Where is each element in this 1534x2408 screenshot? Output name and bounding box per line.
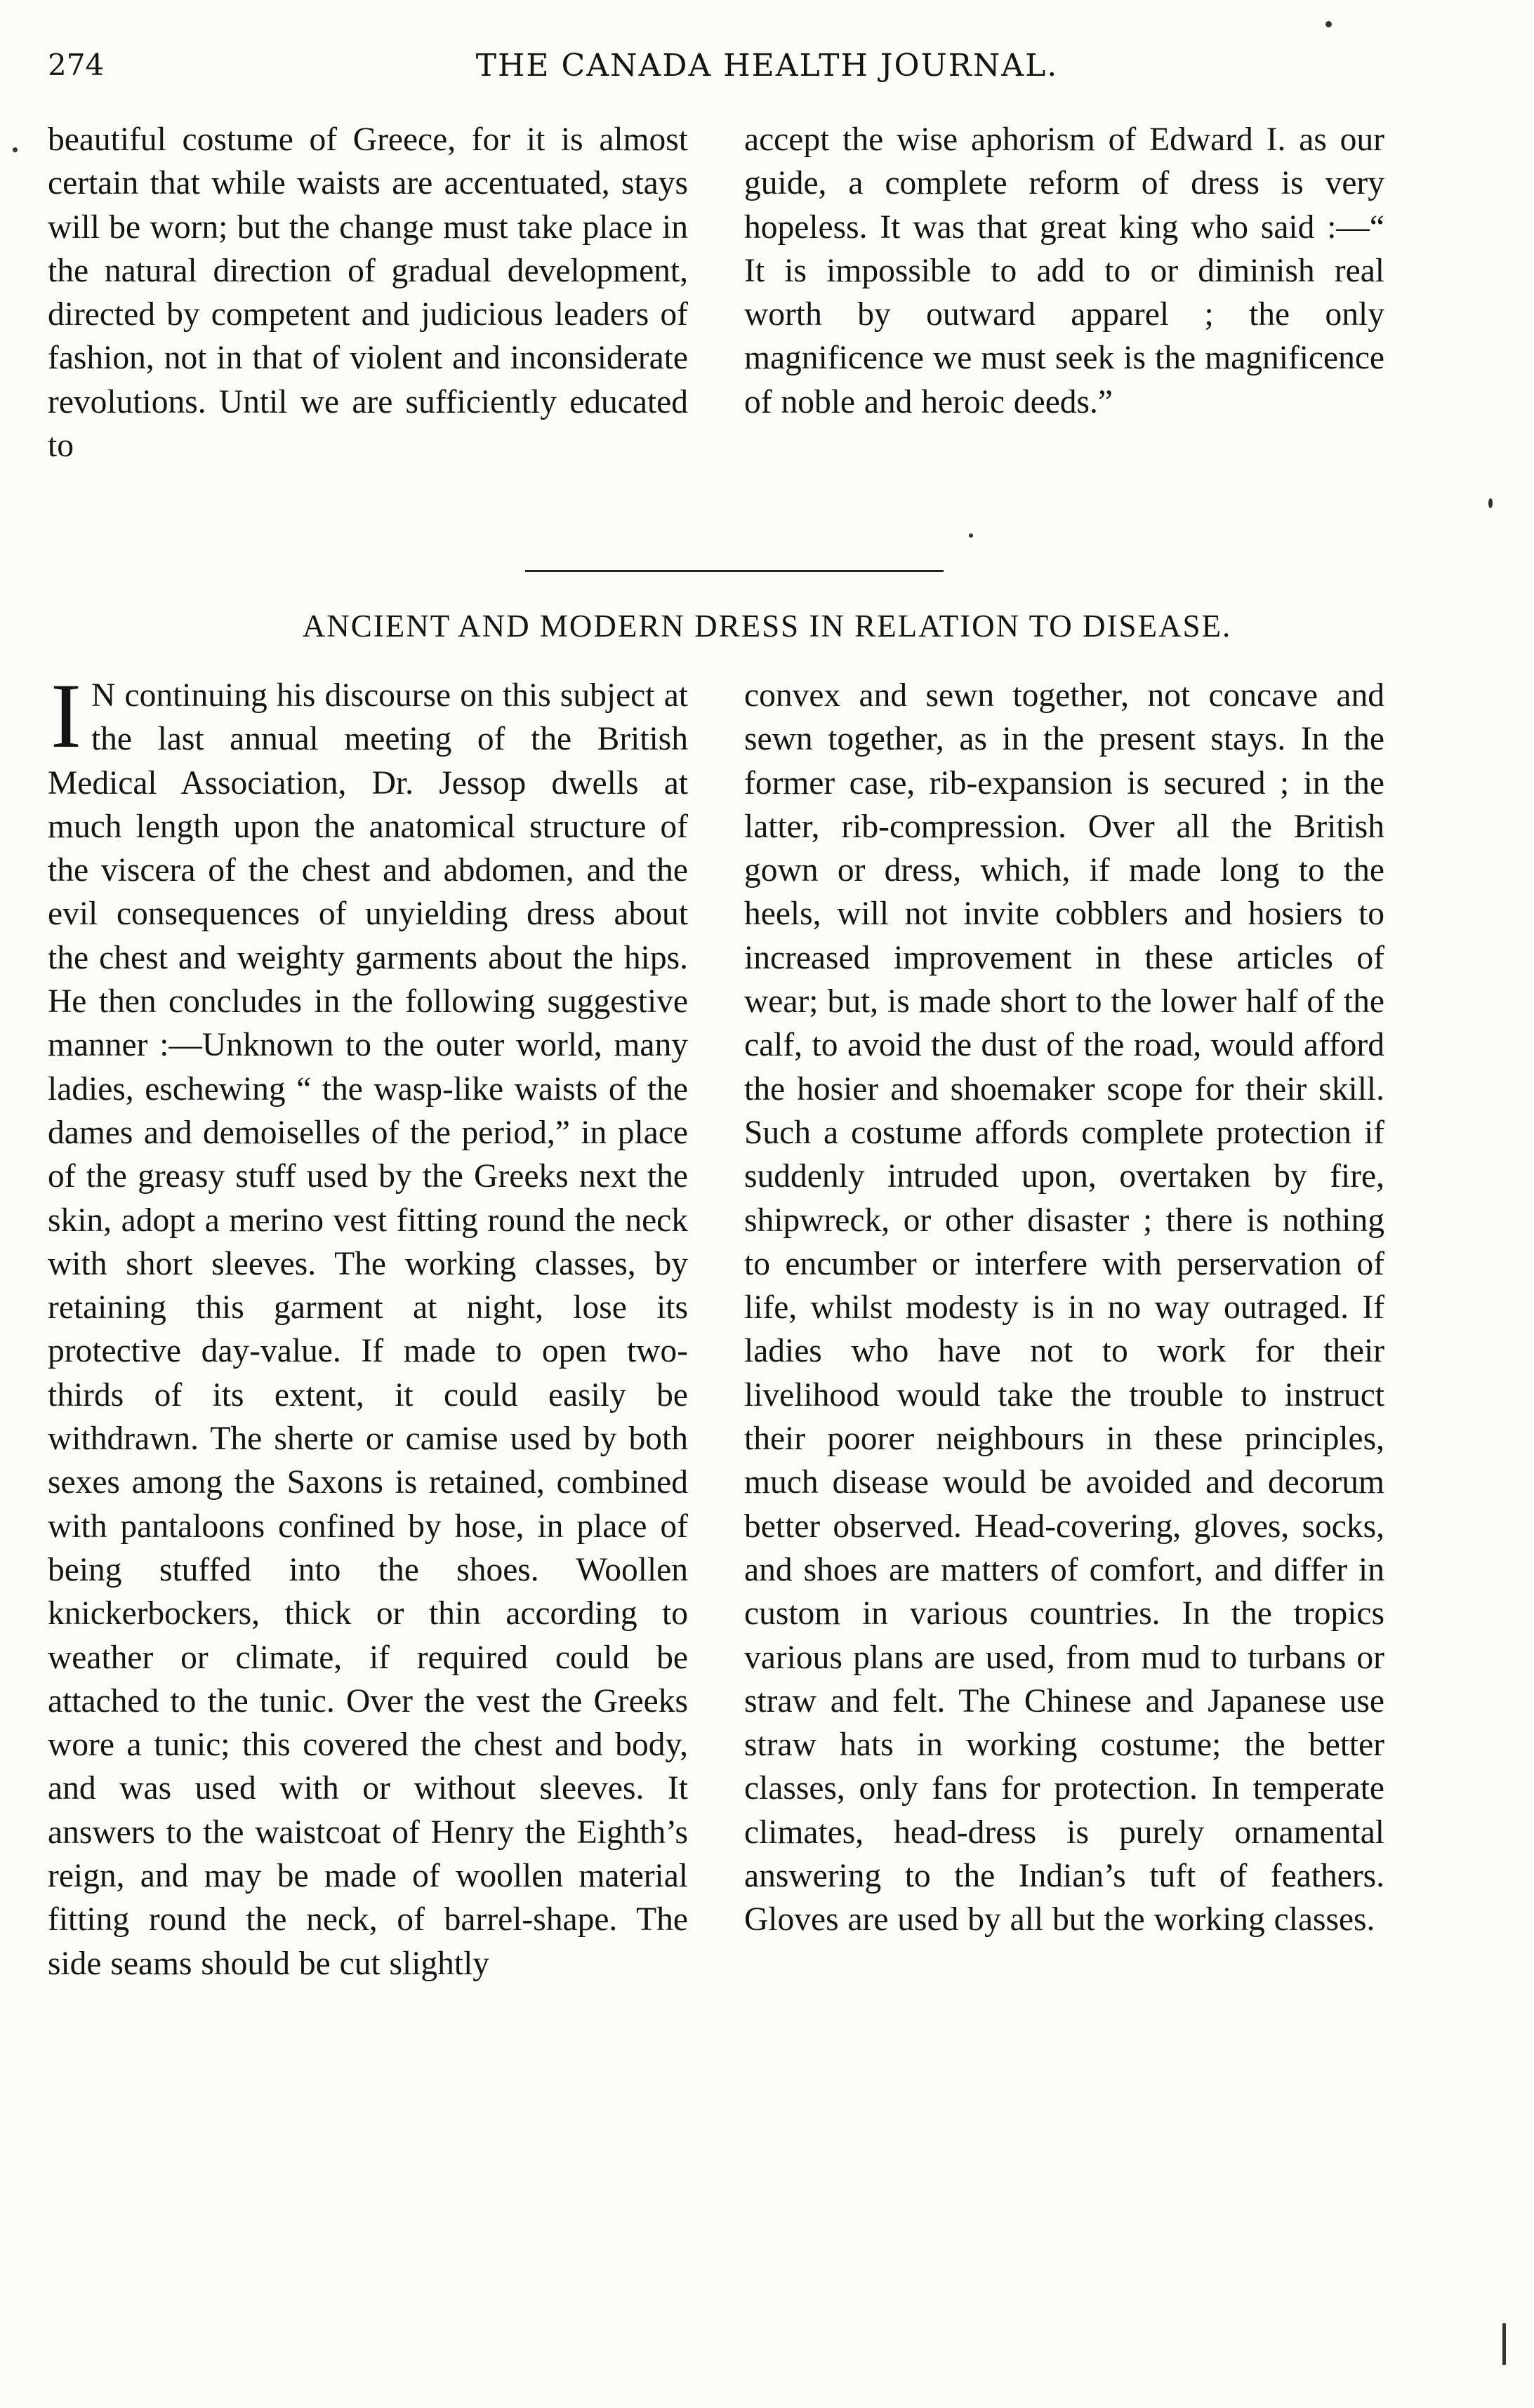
print-speck <box>969 533 973 538</box>
article-column-right: convex and sewn together, not concave and sewn together, as in the present stays. In the former case, rib-expansion is secured ; in the latter, rib-compression. Over all the British gown or dress, which, if made long to the heels, will not invite cobblers and hosiers to increased improvement in these articles of wear; but, is made short to the lower half of the calf, to avoid the dust of the road, would afford the hosier and shoemaker scope for their skill. Such a costume affords complete protection if suddenly intruded upon, overtaken by fire, shipwreck, or other disaster ; there is nothing to encumber or interfere with perservation of life, whilst modesty is in no way outraged. If ladies who have not to work for their livelihood would take the trouble to instruct their poorer neighbours in these principles, much disease would be avoided and decorum better observed. Head-covering, gloves, socks, and shoes are matters of comfort, and differ in custom in various countries. In the tropics various plans are used, from mud to turbans or straw and felt. The Chinese and Japanese use straw hats in working costume; the better classes, only fans for protection. In temperate climates, head-dress is purely ornamental answering to the Indian’s tuft of feathers. Gloves are used by all but the working classes. <box>744 677 1384 1938</box>
article-title: ANCIENT AND MODERN DRESS IN RELATION TO DISEASE. <box>302 608 1232 644</box>
print-speck <box>13 147 18 152</box>
continued-text-right: accept the wise aphorism of Edward I. as our guide, a complete reform of dress is very hopeless. It was that great king who said :—“ It is impossible to add to or diminish real worth by outward apparel ; the only magnificence we must seek is the magnificence of noble and heroic deeds.” <box>744 121 1384 420</box>
drop-cap: I <box>51 664 81 767</box>
article-body-left: N continuing his discourse on this subject at the last annual meeting of the British Medical Association, Dr. Jessop dwells at much length upon the anatomical structure of the viscera of the chest and abdomen, and the evil consequences of unyielding dress about the chest and weighty garments about the hips. He then concludes in the following suggestive manner :—Unknown to the outer world, many ladies, eschewing “ the wasp-like waists of the dames and demoiselles of the period,” in place of the greasy stuff used by the Greeks next the skin, adopt a merino vest fitting round the neck with short sleeves. The working classes, by retaining this garment at night, lose its protective day-value. If made to open two-thirds of its extent, it could easily be withdrawn. The sherte or camise used by both sexes among the Saxons is retained, combined with pantaloons confined by hose, in place of being stuffed into the shoes. Woollen knickerbockers, thick or thin according to weather or climate, if required could be attached to the tunic. Over the vest the Greeks wore a tunic; this covered the chest and body, and was used with or without sleeves. It answers to the waistcoat of Henry the Eighth’s reign, and may be made of woollen material fitting round the neck, of barrel-shape. The side seams should be cut slightly <box>48 677 688 1982</box>
journal-title: THE CANADA HEALTH JOURNAL. <box>475 48 1059 84</box>
article-column-left <box>48 664 688 1985</box>
section-divider <box>525 570 944 572</box>
print-speck <box>1488 498 1493 508</box>
continued-text-left: beautiful costume of Greece, for it is almost certain that while waists are accentuated, stays will be worn; but the change must take place in the natural direction of gradual development, directed by competent and judicious leaders of fashion, not in that of violent and inconsiderate revolutions. Until we are sufficiently educated to <box>48 121 688 465</box>
print-speck <box>1325 21 1332 27</box>
page-number: 274 <box>48 48 105 82</box>
print-speck <box>1502 2323 1506 2365</box>
